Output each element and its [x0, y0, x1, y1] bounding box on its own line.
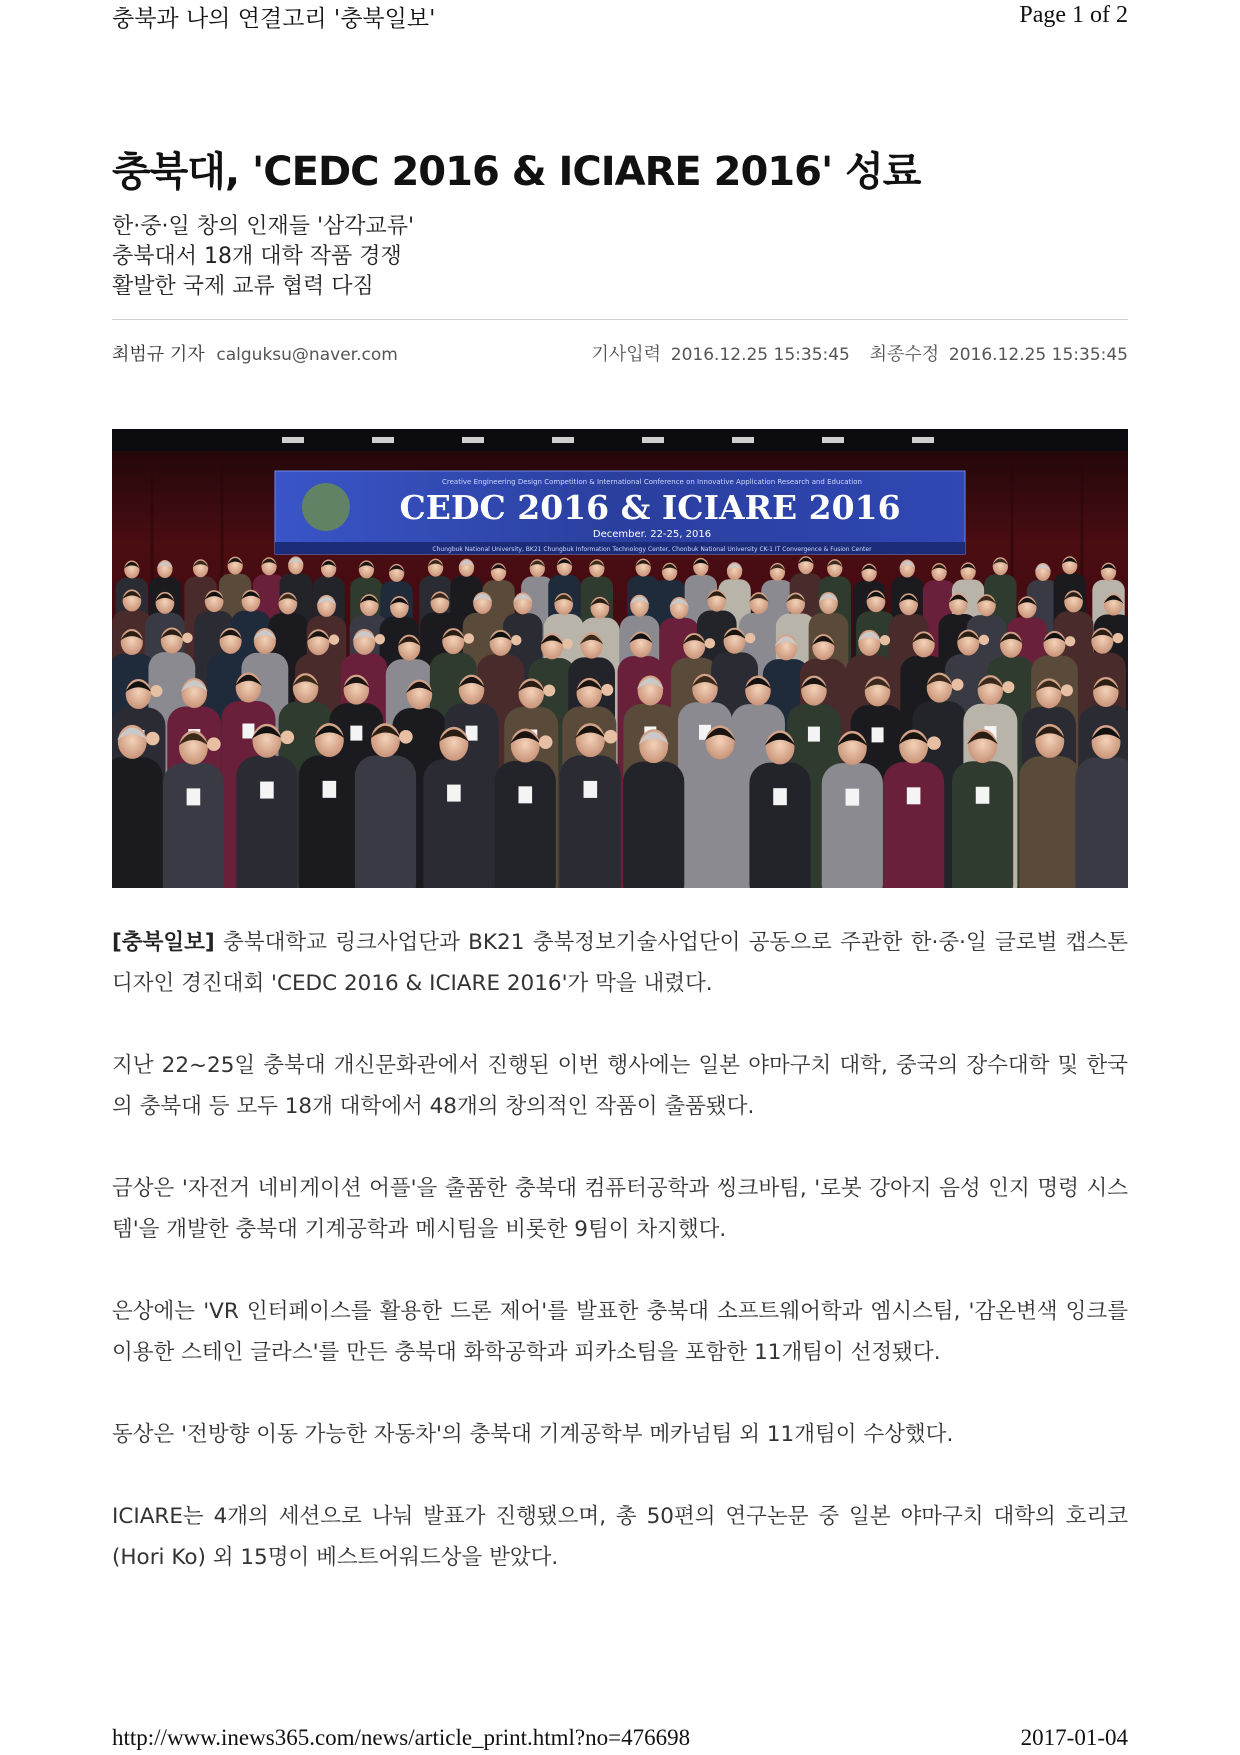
raised-fist: [1065, 636, 1075, 646]
reporter-email[interactable]: calguksu@naver.com: [216, 345, 398, 365]
person-body: [236, 756, 297, 888]
raised-fist: [329, 634, 339, 644]
name-badge: [260, 782, 274, 799]
name-badge: [808, 727, 820, 742]
modified-label: 최종수정: [869, 344, 940, 365]
name-badge: [447, 785, 461, 802]
name-badge: [323, 781, 337, 798]
raised-fist: [182, 633, 192, 643]
raised-fist: [927, 736, 941, 750]
person-body: [163, 763, 224, 888]
name-badge: [976, 787, 990, 804]
raised-fist: [604, 730, 618, 744]
person-body: [355, 755, 416, 888]
raised-fist: [399, 730, 413, 744]
banner-title: CEDC 2016 & ICIARE 2016: [399, 488, 901, 527]
raised-fist: [464, 633, 474, 643]
person-body: [749, 763, 810, 888]
person-body: [299, 755, 360, 888]
raised-fist: [375, 634, 385, 644]
raised-fist: [601, 684, 613, 696]
name-badge: [187, 788, 201, 805]
raised-fist: [150, 685, 162, 697]
page-indicator: Page 1 of 2: [1019, 2, 1128, 28]
person-body: [623, 761, 684, 888]
name-badge: [773, 788, 787, 805]
name-badge: [907, 787, 921, 804]
name-badge: [584, 781, 598, 798]
person-body: [112, 757, 163, 888]
name-badge: [350, 726, 362, 741]
raised-fist: [951, 679, 963, 691]
divider: [112, 319, 1128, 320]
modified-date: 2016.12.25 15:35:45: [948, 345, 1128, 365]
published-label: 기사입력: [591, 344, 662, 365]
name-badge: [872, 727, 884, 742]
reporter-name: 최범규 기자: [112, 344, 205, 365]
raised-fist: [539, 735, 553, 749]
person-body: [1075, 757, 1128, 888]
raised-fist: [562, 639, 572, 649]
person-body: [952, 761, 1013, 888]
person-body: [423, 759, 484, 888]
article-url[interactable]: http://www.inews365.com/news/article_print.html?no=476698: [112, 1725, 691, 1750]
raised-fist: [1061, 684, 1073, 696]
raised-fist: [543, 685, 555, 697]
paragraph-text: 충북대학교 링크사업단과 BK21 충북정보기술사업단이 공동으로 주관한 한·중·일 글로벌 캡스톤디자인 경진대회 'CEDC 2016 & ICIARE 2016'가 막을 내렸다.: [112, 930, 1128, 996]
source-tag: [충북일보]: [112, 930, 215, 955]
article-photo: [112, 429, 1128, 888]
person-body: [822, 763, 883, 888]
raised-fist: [1113, 633, 1123, 643]
raised-fist: [146, 732, 160, 746]
article-body: [112, 922, 1128, 1619]
byline: [112, 340, 1128, 366]
name-badge: [518, 786, 532, 803]
paragraph: [112, 922, 1128, 1004]
author-info: [112, 340, 398, 366]
person-body: [495, 761, 556, 888]
raised-fist: [1002, 681, 1014, 693]
raised-fist: [281, 731, 295, 745]
print-header-title: 충북과 나의 연결고리 '충북일보': [112, 6, 436, 32]
person-body: [883, 762, 944, 888]
print-header: [112, 0, 1128, 40]
article-subtitles: [112, 212, 414, 302]
raised-fist: [207, 737, 221, 751]
banner-small-top: Creative Engineering Design Competition & International Conference on Innovative Application Research and Education: [442, 478, 862, 486]
subtitle-line: 활발한 국제 교류 협력 다짐: [112, 274, 374, 299]
published-date: 2016.12.25 15:35:45: [670, 345, 850, 365]
paragraph: 금상은 '자전거 네비게이션 어플'을 출품한 충북대 컴퓨터공학과 씽크바팀, '로봇 강아지 음성 인지 명령 시스템'을 개발한 충북대 기계공학과 메시팀을 비롯한 9팀이 차지했다.: [112, 1176, 1128, 1242]
name-badge: [846, 789, 860, 806]
subtitle-line: 충북대서 18개 대학 작품 경쟁: [112, 244, 402, 269]
paragraph: ICIARE는 4개의 세션으로 나눠 발표가 진행됐으며, 총 50편의 연구논문 중 일본 야마구치 대학의 호리코(Hori Ko) 외 15명이 베스트어워드상을 받았다.: [112, 1504, 1128, 1570]
article-headline: 충북대, 'CEDC 2016 & ICIARE 2016' 성료: [112, 149, 921, 195]
paragraph: 은상에는 'VR 인터페이스를 활용한 드론 제어'를 발표한 충북대 소프트웨어학과 엠시스팀, '감온변색 잉크를 이용한 스테인 글라스'를 만든 충북대 화학공학과 피카소팀을 포함한 11개팀이 선정됐다.: [112, 1299, 1128, 1365]
print-footer: [112, 1725, 1128, 1751]
raised-fist: [705, 638, 715, 648]
paragraph: 지난 22~25일 충북대 개신문화관에서 진행된 이번 행사에는 일본 야마구치 대학, 중국의 장수대학 및 한국의 충북대 등 모두 18개 대학에서 48개의 창의적인 작품이 출품됐다.: [112, 1053, 1128, 1119]
name-badge: [242, 724, 254, 739]
raised-fist: [511, 635, 521, 645]
paragraph: 동상은 '전방향 이동 가능한 자동차'의 충북대 기계공학부 메카넘팀 외 11개팀이 수상했다.: [112, 1422, 954, 1447]
raised-fist: [979, 635, 989, 645]
event-banner: [275, 471, 965, 554]
subtitle-line: 한·중·일 창의 인재들 '삼각교류': [112, 214, 415, 239]
raised-fist: [880, 635, 890, 645]
person-body: [560, 755, 621, 888]
banner-date: December. 22-25, 2016: [592, 529, 712, 540]
person-body: [1019, 756, 1080, 888]
article-dates: [577, 340, 1128, 366]
raised-fist: [745, 633, 755, 643]
print-date: 2017-01-04: [1020, 1725, 1128, 1750]
banner-small-bottom: Chungbuk National University, BK21 Chungbuk Information Technology Center, Chonbuk National University CK-1 IT Convergence & Fusion Center: [432, 546, 872, 553]
person-body: [689, 758, 750, 888]
